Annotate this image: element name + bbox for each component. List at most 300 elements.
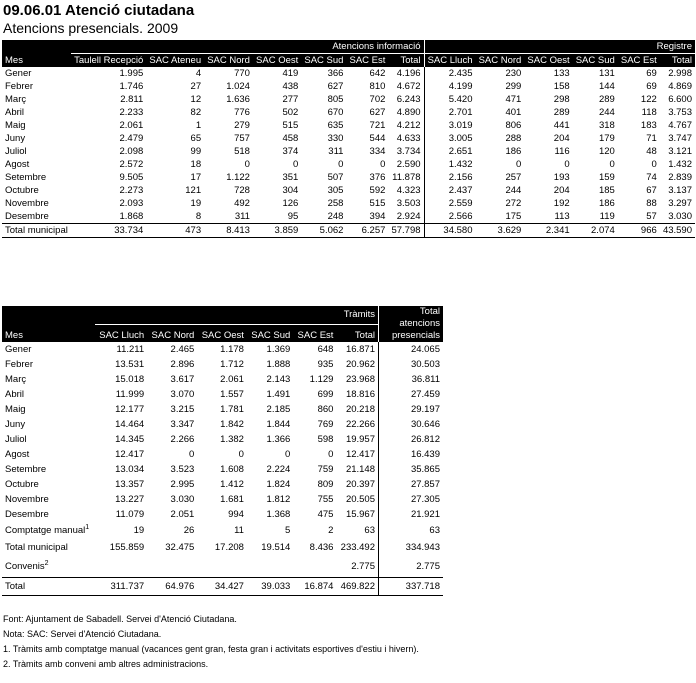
col-header-atencions: SAC Nord <box>207 54 250 66</box>
cell-value: 2 <box>328 525 334 536</box>
col-header-registre: SAC Lluch <box>424 54 475 67</box>
cell-value: 8 <box>195 210 202 222</box>
cell-value: 518 <box>234 145 250 157</box>
col-header-registre: SAC Sud <box>575 54 615 66</box>
cell-value: 155.859 <box>109 542 145 553</box>
cell-value: 351 <box>282 171 299 183</box>
cell-value: 3.030 <box>170 494 195 505</box>
cell-value: 22.266 <box>345 419 375 430</box>
footnote-marker: 2 <box>44 559 49 567</box>
cell-value: 2.435 <box>424 67 475 80</box>
col-header-registre: SAC Nord <box>478 54 522 66</box>
cell-value: 9.505 <box>119 171 144 183</box>
cell-value: 311.737 <box>95 578 147 596</box>
col-header-atencions: SAC Ateneu <box>149 54 202 66</box>
cell-value: 21.921 <box>379 507 444 522</box>
cell-value: 57.798 <box>388 223 424 237</box>
cell-value: 2.273 <box>119 184 144 196</box>
cell-value: 515 <box>369 197 386 209</box>
cell-value: 441 <box>553 119 570 131</box>
row-label: Febrer <box>5 80 33 92</box>
cell-value: 118 <box>641 106 657 118</box>
cell-value: 3.523 <box>170 464 195 475</box>
table-row <box>2 171 695 184</box>
cell-value: 1.557 <box>220 389 244 400</box>
table-row <box>2 357 443 372</box>
cell-value: 2.051 <box>170 509 195 520</box>
cell-value: 721 <box>369 119 386 131</box>
cell-value: 289 <box>598 93 615 105</box>
cell-value: 16.874 <box>293 578 336 596</box>
cell-value: 1.746 <box>119 80 144 92</box>
cell-value: 544 <box>369 132 386 144</box>
cell-value: 635 <box>327 119 344 131</box>
cell-value: 0 <box>328 449 334 460</box>
cell-value: 759 <box>317 464 334 475</box>
cell-value: 311 <box>234 210 250 222</box>
cell-value: 1.812 <box>266 494 291 505</box>
cell-value: 24.065 <box>379 342 444 357</box>
cell-value: 2.233 <box>119 106 144 118</box>
cell-value: 12.417 <box>345 449 375 460</box>
cell-value: 20.505 <box>345 494 375 505</box>
cell-value: 1.024 <box>226 80 250 92</box>
cell-value: 35.865 <box>379 462 444 477</box>
cell-value: 492 <box>234 197 250 209</box>
cell-value: 69 <box>646 80 657 92</box>
cell-value: 63 <box>364 525 375 536</box>
cell-value: 769 <box>317 419 334 430</box>
cell-value: 809 <box>317 479 334 490</box>
cell-value: 2.061 <box>220 374 244 385</box>
cell-value: 19.514 <box>261 542 291 553</box>
table-row <box>2 158 695 171</box>
cell-value: 21.148 <box>345 464 375 475</box>
cell-value: 20.397 <box>345 479 375 490</box>
cell-value: 36.811 <box>379 372 444 387</box>
cell-value <box>197 556 247 578</box>
cell-value: 699 <box>317 389 334 400</box>
row-label: Abril <box>5 389 25 400</box>
cell-value: 204 <box>553 132 570 144</box>
table-row <box>2 342 443 357</box>
cell-value: 2.185 <box>266 404 291 415</box>
row-label: Novembre <box>5 494 49 505</box>
cell-value: 0 <box>285 449 291 460</box>
cell-value: 1.122 <box>226 171 250 183</box>
cell-value: 23.968 <box>345 374 375 385</box>
cell-value: 116 <box>554 145 570 157</box>
cell-value: 17.208 <box>214 542 244 553</box>
cell-value: 18 <box>190 158 202 170</box>
cell-value: 3.121 <box>668 145 692 157</box>
table-row <box>2 80 695 93</box>
cell-value: 6.257 <box>346 223 388 237</box>
table-row <box>2 210 695 224</box>
cell-value: 966 <box>618 223 660 237</box>
cell-value: 3.859 <box>253 223 301 237</box>
group-header-tramits: Tràmits <box>95 306 379 324</box>
cell-value: 3.215 <box>170 404 195 415</box>
cell-value: 627 <box>327 80 344 92</box>
cell-value: 11.878 <box>392 171 421 183</box>
cell-value: 1.636 <box>226 93 250 105</box>
cell-value: 0 <box>238 449 244 460</box>
cell-value: 258 <box>327 197 344 209</box>
table-row <box>2 432 443 447</box>
cell-value: 0 <box>244 158 250 170</box>
cell-value: 860 <box>317 404 334 415</box>
cell-value: 337.718 <box>379 578 444 596</box>
row-label: Febrer <box>5 359 33 370</box>
cell-value: 15.967 <box>345 509 375 520</box>
cell-value: 2.465 <box>170 344 195 355</box>
cell-value: 14.464 <box>115 419 145 430</box>
cell-value: 2.998 <box>668 67 692 79</box>
row-label <box>2 556 95 578</box>
cell-value: 5 <box>285 525 291 536</box>
cell-value: 17 <box>190 171 202 183</box>
cell-value: 33.734 <box>71 223 146 237</box>
cell-value: 419 <box>282 67 299 79</box>
cell-value: 133 <box>553 67 570 79</box>
cell-value: 305 <box>327 184 344 196</box>
cell-value: 204 <box>553 184 570 196</box>
cell-value: 13.034 <box>115 464 145 475</box>
cell-value: 0 <box>609 158 615 170</box>
cell-value: 95 <box>287 210 299 222</box>
row-label: Total municipal <box>2 223 71 237</box>
cell-value: 272 <box>505 197 522 209</box>
cell-value: 13.227 <box>115 494 145 505</box>
row-label: Desembre <box>5 509 49 520</box>
cell-value: 1.432 <box>424 158 475 171</box>
table-row <box>2 492 443 507</box>
cell-value: 2.061 <box>119 119 144 131</box>
page-subtitle: Atencions presencials. 2009 <box>3 20 179 36</box>
cell-value: 27.459 <box>379 387 444 402</box>
table-row <box>2 477 443 492</box>
cell-value: 122 <box>640 93 657 105</box>
row-label: Juny <box>5 132 26 144</box>
cell-value: 4.199 <box>424 80 475 93</box>
row-label: Agost <box>5 158 30 170</box>
cell-value: 2.074 <box>573 223 618 237</box>
cell-value: 288 <box>505 132 522 144</box>
cell-value: 2.924 <box>396 210 421 222</box>
cell-value: 27.857 <box>379 477 444 492</box>
cell-value: 186 <box>598 197 615 209</box>
cell-value: 2.811 <box>120 93 144 105</box>
cell-value: 4.196 <box>396 67 421 79</box>
cell-value: 29.197 <box>379 402 444 417</box>
cell-value: 186 <box>505 145 522 157</box>
cell-value: 374 <box>282 145 299 157</box>
table-row <box>2 145 695 158</box>
cell-value: 1.712 <box>220 359 244 370</box>
cell-value: 144 <box>598 80 615 92</box>
cell-value: 810 <box>369 80 386 92</box>
cell-value: 642 <box>369 67 386 79</box>
cell-value: 20.218 <box>345 404 375 415</box>
cell-value: 755 <box>317 494 334 505</box>
col-header-tramits: SAC Lluch <box>99 330 145 341</box>
cell-value: 1.432 <box>668 158 692 170</box>
cell-value: 1.842 <box>220 419 244 430</box>
row-label: Juliol <box>5 145 27 157</box>
cell-value: 2.590 <box>396 158 421 170</box>
cell-value: 74 <box>646 171 657 183</box>
cell-value: 26 <box>183 525 195 536</box>
cell-value: 318 <box>598 119 615 131</box>
cell-value: 4.869 <box>668 80 692 92</box>
cell-value: 26.812 <box>379 432 444 447</box>
row-label: Octubre <box>5 184 39 196</box>
cell-value: 2.093 <box>119 197 144 209</box>
col-header-mes: Mes <box>5 54 23 66</box>
cell-value: 298 <box>553 93 570 105</box>
comptatge-row <box>2 522 443 539</box>
row-label: Setembre <box>5 464 47 475</box>
cell-value: 1.824 <box>266 479 291 490</box>
cell-value: 475 <box>317 509 334 520</box>
cell-value: 3.753 <box>668 106 692 118</box>
cell-value: 11.211 <box>116 344 145 355</box>
cell-value: 2.651 <box>424 145 475 158</box>
cell-value: 48 <box>646 145 657 157</box>
cell-value: 230 <box>505 67 522 79</box>
cell-value: 1.369 <box>266 344 291 355</box>
cell-value: 471 <box>505 93 522 105</box>
cell-value: 3.005 <box>424 132 475 145</box>
table-row <box>2 402 443 417</box>
cell-value: 8.413 <box>204 223 253 237</box>
cell-value: 4.672 <box>396 80 421 92</box>
cell-value: 473 <box>146 223 204 237</box>
row-label <box>2 522 95 539</box>
cell-value: 2.775 <box>351 561 375 572</box>
table-row <box>2 132 695 145</box>
cell-value: 2.266 <box>170 434 195 445</box>
col-header-tramits: SAC Nord <box>151 330 195 341</box>
col-header-atencions: Taulell Recepció <box>74 54 144 66</box>
cell-value: 158 <box>553 80 570 92</box>
cell-value: 4.212 <box>396 119 421 131</box>
cell-value: 598 <box>317 434 334 445</box>
row-label: Març <box>5 93 27 105</box>
cell-value: 2.995 <box>170 479 195 490</box>
page-title: 09.06.01 Atenció ciutadana <box>3 2 195 19</box>
cell-value: 19 <box>133 525 145 536</box>
row-label-text: Comptatge manual <box>5 525 86 536</box>
cell-value: 113 <box>554 210 570 222</box>
cell-value: 16.439 <box>379 447 444 462</box>
row-label: Octubre <box>5 479 39 490</box>
cell-value: 4.323 <box>396 184 421 196</box>
cell-value: 1.844 <box>266 419 291 430</box>
cell-value: 2.098 <box>119 145 144 157</box>
cell-value: 19 <box>190 197 202 209</box>
cell-value: 119 <box>599 210 615 222</box>
cell-value: 935 <box>317 359 334 370</box>
cell-value: 1.382 <box>220 434 244 445</box>
footnote-marker: 1 <box>85 523 90 531</box>
cell-value: 244 <box>598 106 615 118</box>
cell-value: 592 <box>369 184 386 196</box>
cell-value: 438 <box>282 80 299 92</box>
cell-value: 0 <box>380 158 386 170</box>
cell-value: 3.503 <box>396 197 421 209</box>
cell-value: 15.018 <box>115 374 145 385</box>
cell-value: 1.995 <box>119 67 144 79</box>
cell-value: 120 <box>598 145 615 157</box>
cell-value <box>147 556 197 578</box>
cell-value: 776 <box>234 106 250 118</box>
cell-value: 57 <box>646 210 657 222</box>
cell-value: 1.888 <box>266 359 291 370</box>
cell-value: 994 <box>228 509 244 520</box>
row-label: Maig <box>5 404 26 415</box>
cell-value: 27 <box>190 80 202 92</box>
cell-value: 5.062 <box>301 223 346 237</box>
cell-value: 30.503 <box>379 357 444 372</box>
col-header-registre: SAC Oest <box>527 54 570 66</box>
cell-value: 458 <box>282 132 299 144</box>
cell-value: 5.420 <box>424 93 475 106</box>
cell-value: 12.417 <box>115 449 145 460</box>
cell-value: 1.368 <box>266 509 291 520</box>
cell-value: 670 <box>327 106 344 118</box>
cell-value: 179 <box>598 132 615 144</box>
cell-value: 805 <box>327 93 344 105</box>
cell-value: 1.129 <box>309 374 334 385</box>
row-label: Gener <box>5 344 32 355</box>
cell-value: 2.341 <box>524 223 572 237</box>
col-header-atencions: SAC Est <box>349 54 386 66</box>
cell-value: 3.137 <box>668 184 692 196</box>
footnotes <box>3 613 443 671</box>
row-label-text: Convenis <box>5 561 45 572</box>
row-label: Gener <box>5 67 32 79</box>
row-label: Total <box>2 578 95 596</box>
cell-value: 311 <box>328 145 344 157</box>
cell-value: 2.437 <box>424 184 475 197</box>
cell-value: 2.156 <box>424 171 475 184</box>
cell-value <box>95 556 147 578</box>
cell-value: 1.366 <box>266 434 291 445</box>
cell-value: 334 <box>369 145 386 157</box>
table-row <box>2 417 443 432</box>
row-label: Abril <box>5 106 25 118</box>
table-row <box>2 184 695 197</box>
table-atencions-registre <box>2 40 695 238</box>
cell-value: 19.957 <box>345 434 375 445</box>
cell-value: 0 <box>293 158 299 170</box>
cell-value: 1.868 <box>119 210 144 222</box>
col-header-tramits: SAC Oest <box>201 330 244 341</box>
cell-value: 2.701 <box>424 106 475 119</box>
cell-value: 334.943 <box>379 539 444 556</box>
cell-value: 2.572 <box>119 158 144 170</box>
cell-value: 126 <box>282 197 299 209</box>
col-header-atencions: SAC Oest <box>256 54 299 66</box>
cell-value: 515 <box>282 119 299 131</box>
cell-value: 257 <box>505 171 522 183</box>
cell-value: 14.345 <box>115 434 145 445</box>
cell-value: 757 <box>234 132 250 144</box>
cell-value: 3.030 <box>668 210 692 222</box>
convenis-row <box>2 556 443 578</box>
cell-value: 193 <box>553 171 570 183</box>
cell-value: 2.566 <box>424 210 475 224</box>
cell-value: 4.633 <box>396 132 421 144</box>
group-header-atencions: Atencions informació <box>71 40 424 54</box>
cell-value: 65 <box>190 132 202 144</box>
cell-value: 2.775 <box>379 556 444 578</box>
table-row <box>2 387 443 402</box>
cell-value: 3.070 <box>170 389 195 400</box>
cell-value <box>247 556 293 578</box>
table-row <box>2 93 695 106</box>
cell-value: 702 <box>369 93 386 105</box>
cell-value: 3.617 <box>170 374 195 385</box>
table-row <box>2 447 443 462</box>
cell-value: 99 <box>190 145 202 157</box>
row-label: Maig <box>5 119 26 131</box>
cell-value: 648 <box>317 344 334 355</box>
cell-value: 1.681 <box>220 494 244 505</box>
cell-value: 3.629 <box>475 223 524 237</box>
note-1: 1. Tràmits amb comptatge manual (vacances gent gran, festa gran i activitats esportives d'estiu i hivern). <box>3 644 419 654</box>
cell-value: 192 <box>553 197 570 209</box>
col-header-mes: Mes <box>5 330 23 341</box>
cell-value: 63 <box>379 522 444 539</box>
cell-value: 82 <box>190 106 202 118</box>
cell-value: 69 <box>646 67 657 79</box>
col-header-atencions: SAC Sud <box>304 54 344 66</box>
total-row <box>2 578 443 596</box>
cell-value: 770 <box>234 67 250 79</box>
cell-value: 0 <box>516 158 522 170</box>
total-municipal-row <box>2 539 443 556</box>
cell-value: 34.580 <box>424 223 475 237</box>
cell-value: 67 <box>646 184 657 196</box>
cell-value: 18.816 <box>345 389 375 400</box>
cell-value: 13.531 <box>115 359 145 370</box>
cell-value: 277 <box>282 93 299 105</box>
cell-value <box>293 556 336 578</box>
col-header-registre: Total <box>671 54 692 66</box>
table-tramits <box>2 306 443 596</box>
cell-value: 6.600 <box>668 93 692 105</box>
col-header-registre: SAC Est <box>620 54 657 66</box>
cell-value: 304 <box>282 184 299 196</box>
cell-value: 43.590 <box>660 223 695 237</box>
cell-value: 16.871 <box>345 344 375 355</box>
cell-value: 12.177 <box>115 404 145 415</box>
table-row <box>2 106 695 119</box>
total-row <box>2 223 695 237</box>
table-row <box>2 197 695 210</box>
cell-value: 13.357 <box>115 479 145 490</box>
table-row <box>2 372 443 387</box>
cell-value: 2.896 <box>170 359 195 370</box>
cell-value: 248 <box>327 210 344 222</box>
cell-value: 366 <box>327 67 344 79</box>
cell-value: 1.178 <box>220 344 244 355</box>
cell-value: 0 <box>189 449 195 460</box>
table-row <box>2 507 443 522</box>
